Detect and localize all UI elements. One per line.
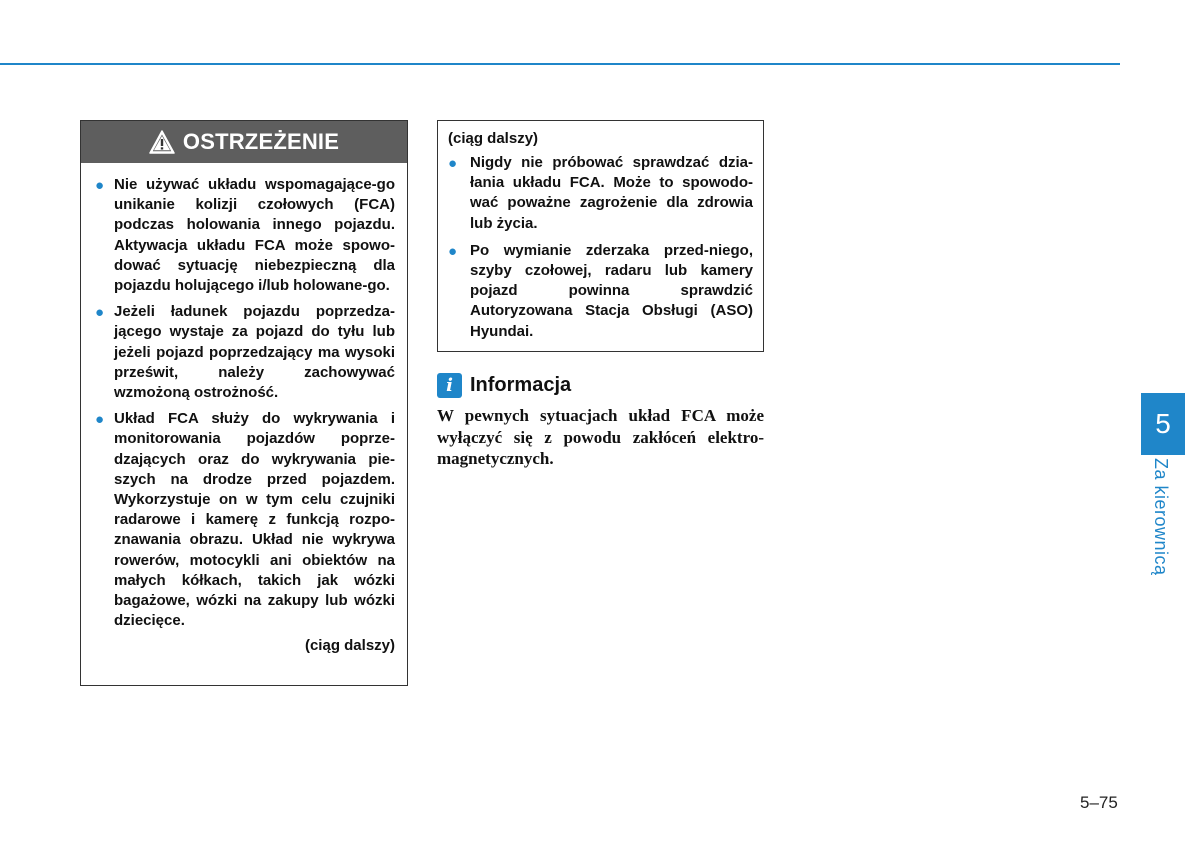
continuation-heading: (ciąg dalszy) [448, 130, 539, 147]
bullet-icon: ● [95, 177, 105, 194]
list-item [95, 175, 395, 296]
info-text: W pewnych sytuacjach układ FCA może wyłączyć się z powodu zakłóceń elektro-magnetycznych. [437, 406, 764, 468]
info-header [437, 373, 571, 398]
info-icon: i [437, 373, 462, 398]
chapter-number: 5 [1155, 408, 1171, 439]
continuation-list [448, 153, 753, 342]
warning-header [81, 121, 407, 163]
list-item-text: Układ FCA służy do wykrywania i monitorowania pojazdów poprze-dzających oraz do wykrywania pie-szych na drodze przed pojazdem. Wykorzystuje on w tym celu czujniki radarowe i kamerę z funkcją rozpo-znawania obrazu. Układ nie wykrywa rowerów, motocykli ani obiektów na małych kółkach, takich jak wózki bagażowe, wózki na zakupy lub wózki dziecięce. [114, 410, 395, 630]
continuation-box [437, 120, 764, 352]
list-item [95, 302, 395, 403]
list-item [448, 241, 753, 342]
list-item-text: Po wymianie zderzaka przed-niego, szyby czołowej, radaru lub kamery pojazd powinna sprawdzić Autoryzowana Stacja Obsługi (ASO) Hyundai. [470, 241, 753, 340]
warning-title: OSTRZEŻENIE [182, 129, 340, 154]
list-item [448, 153, 753, 234]
list-item-text: Jeżeli ładunek pojazdu poprzedza-jącego wystaje za pojazd do tyłu lub jeżeli pojazd poprzedzający ma wysoki prześwit, należy zachowywać wzmożoną ostrożność. [114, 303, 395, 402]
list-item [95, 409, 395, 631]
top-rule [0, 63, 1120, 65]
bullet-icon: ● [95, 304, 105, 322]
page-number: 5–75 [1080, 793, 1118, 812]
bullet-icon: ● [448, 242, 458, 260]
list-item-text: Nigdy nie próbować sprawdzać dzia-łania układu FCA. Może to spowodo-wać poważne zagrożenie dla zdrowia lub życia. [470, 154, 753, 232]
chapter-tab [1141, 393, 1185, 455]
warning-triangle-icon [149, 130, 175, 154]
warning-list [81, 163, 407, 631]
bullet-icon: ● [448, 155, 458, 172]
info-title: Informacja [470, 374, 572, 396]
chapter-label: Za kierownicą [1151, 458, 1171, 576]
list-item-text: Nie używać układu wspomagające-go unikanie kolizji czołowych (FCA) podczas holowania innego pojazdu. Aktywacja układu FCA może spowo-dować sytuację niebezpieczną dla pojazdu holującego i/lub holowane-go. [114, 176, 395, 295]
continued-label: (ciąg dalszy) [304, 637, 395, 655]
bullet-icon: ● [95, 411, 105, 429]
warning-box [80, 120, 408, 686]
